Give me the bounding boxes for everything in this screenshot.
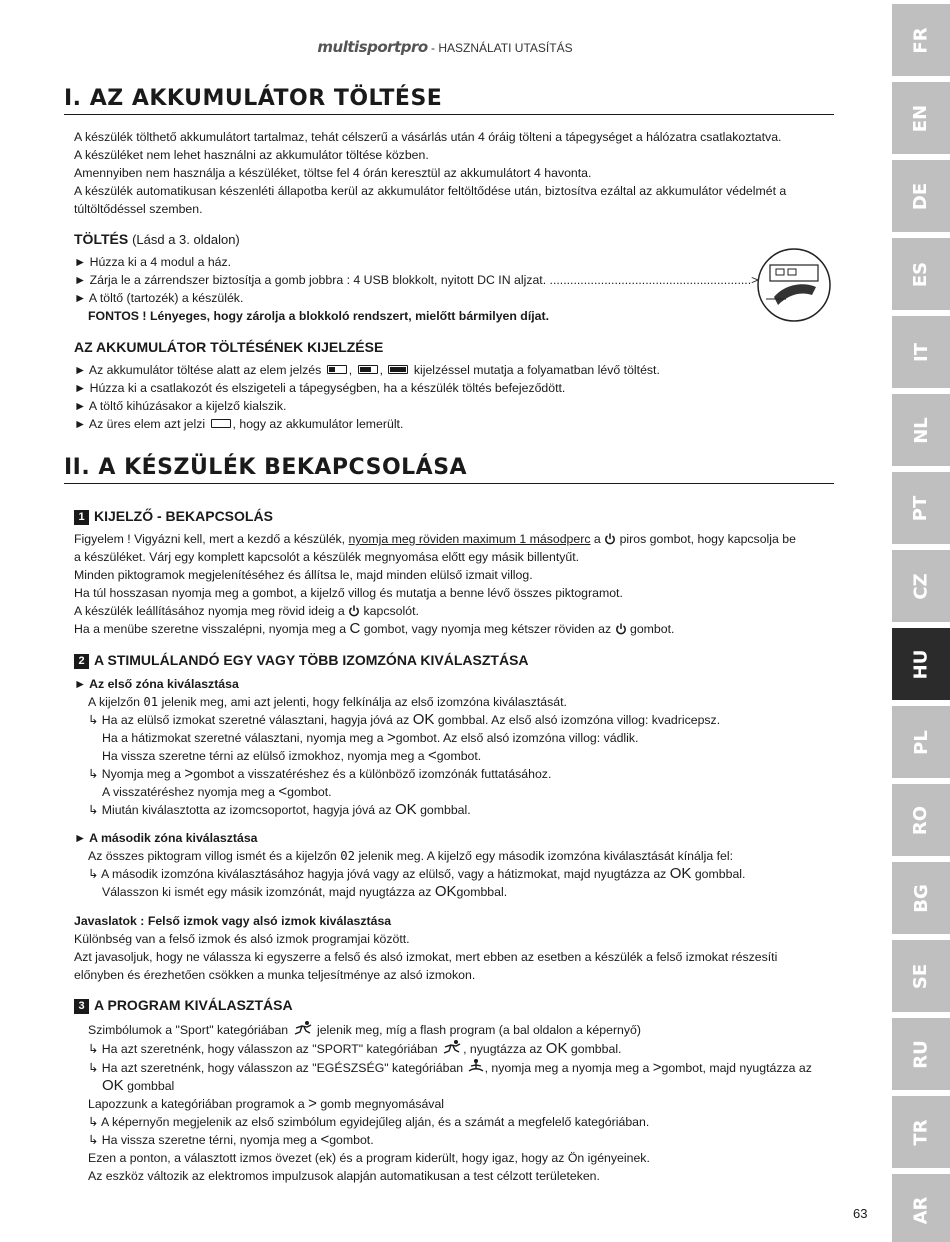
ok-button-symbol: OK bbox=[394, 801, 417, 818]
language-tab-tr[interactable] bbox=[892, 1096, 950, 1168]
subsection-2-second-zone: ► A második zóna kiválasztása Az összes piktogram villog ismét és a kijelzőn 02 jelenik meg. A kijelző egy második izomzóna kiválasztását kínálja fel: ↳ A második izomzóna kiválasztásához hagyja jóvá vagy az elülső, vagy a hátizmokat, majd nyugtázza az OK gombbal. Válasszon ki ismét egy másik izomzónát, majd nyugtázza az OKgombbal. bbox=[74, 831, 746, 900]
language-tab-label: DE bbox=[910, 182, 932, 210]
ok-button-symbol: OK bbox=[434, 883, 457, 900]
subsection-1-body: Figyelem ! Vigyázni kell, mert a kezdő a készülék, nyomja meg röviden maximum 1 másodperc a piros gombot, hogy kapcsolja be a készüléket. Várj egy komplett kapcsolót a készülék megnyomása előtt egy másik billentyűt. Minden piktogramok megjelenítéséhez és állítsa le, majd minden elülső izmait villog. Ha túl hosszasan nyomja meg a gombot, a kijelző villog és mutatja a benne lévő összes piktogramot. A készülék leállításához nyomja meg rövid ideig a kapcsolót. Ha a menübe szeretne visszalépni, nyomja meg a C gombot, vagy nyomja meg kétszer röviden az gombot. bbox=[74, 532, 796, 637]
ok-button-symbol: OK bbox=[412, 711, 435, 728]
charging-step: ► Húzza ki a 4 modul a ház. bbox=[74, 255, 232, 269]
page-header bbox=[0, 38, 890, 56]
language-tab-it[interactable] bbox=[892, 316, 950, 388]
language-tab-bg[interactable] bbox=[892, 862, 950, 934]
display-code: 01 bbox=[143, 695, 159, 709]
subsection-number: 2 bbox=[74, 654, 89, 669]
language-tab-label: IT bbox=[910, 342, 932, 362]
charging-title: TÖLTÉS bbox=[74, 231, 129, 247]
language-tab-label: EN bbox=[910, 104, 932, 132]
indicator-line-3: ► A töltő kihúzásakor a kijelző kialszik. bbox=[74, 399, 287, 413]
language-tab-label: PT bbox=[910, 495, 932, 521]
brand-logo: multisportpro bbox=[317, 38, 428, 56]
subsection-2-tips: Javaslatok : Felső izmok vagy alsó izmok kiválasztása Különbség van a felső izmok és alsó izmok programjai között. Azt javasoljuk, hogy ne válassza ki egyszerre a felső és alsó izmokat, mert ebben az esetben a készülék a felső izmokat részesíti előnyben és érezhetően csökken a munka teljesítménye az alsó izmokon. bbox=[74, 914, 778, 982]
charging-step: ► Zárja le a zárrendszer biztosítja a gomb jobbra : 4 USB blokkolt, nyitott DC IN aljzat. ...........................................................> bbox=[74, 273, 759, 287]
left-button-symbol: < bbox=[428, 747, 437, 764]
intro-line: A készülék tölthető akkumulátort tartalmaz, tehát célszerű a vásárlás után 4 óráig tölteni a tápegységet a hálózatra csatlakoztatva. bbox=[74, 130, 782, 144]
ok-button-symbol: OK bbox=[669, 865, 692, 882]
language-tab-ar[interactable] bbox=[892, 1174, 950, 1242]
page-number: 63 bbox=[853, 1206, 868, 1221]
language-tab-ru[interactable] bbox=[892, 1018, 950, 1090]
subsection-1-heading: 1 KIJELZŐ - BEKAPCSOLÁS bbox=[74, 508, 273, 525]
battery-2-bar-icon bbox=[358, 365, 378, 374]
right-button-symbol: > bbox=[308, 1095, 317, 1112]
battery-3-bar-icon bbox=[388, 365, 408, 374]
subsection-number: 3 bbox=[74, 999, 89, 1014]
language-tab-pl[interactable] bbox=[892, 706, 950, 778]
language-tab-de[interactable] bbox=[892, 160, 950, 232]
power-icon bbox=[348, 605, 360, 617]
section-1-title: I. AZ AKKUMULÁTOR TÖLTÉSE bbox=[64, 86, 834, 115]
intro-line: túltöltődéssel szemben. bbox=[74, 202, 203, 216]
language-tab-label: FR bbox=[910, 26, 932, 54]
display-code: 02 bbox=[340, 849, 356, 863]
language-tab-ro[interactable] bbox=[892, 784, 950, 856]
language-tabs bbox=[892, 0, 950, 1242]
right-button-symbol: > bbox=[652, 1059, 662, 1076]
power-icon bbox=[615, 623, 627, 635]
indicator-heading: AZ AKKUMULÁTOR TÖLTÉSÉNEK KIJELZÉSE bbox=[74, 339, 384, 355]
left-button-symbol: < bbox=[320, 1131, 330, 1148]
indicator-line-2: ► Húzza ki a csatlakozót és elszigeteli a tápegységben, ha a készülék töltés befejeződött. bbox=[74, 381, 566, 395]
health-meditation-icon bbox=[467, 1058, 485, 1074]
subsection-2-heading: 2 A STIMULÁLANDÓ EGY VAGY TÖBB IZOMZÓNA KIVÁLASZTÁSA bbox=[74, 652, 529, 669]
right-button-symbol: > bbox=[387, 729, 396, 746]
language-tab-label: HU bbox=[910, 649, 932, 679]
language-tab-label: TR bbox=[910, 1118, 932, 1146]
language-tab-en[interactable] bbox=[892, 82, 950, 154]
right-button-symbol: > bbox=[184, 765, 194, 782]
section-2-title: II. A KÉSZÜLÉK BEKAPCSOLÁSA bbox=[64, 455, 834, 484]
c-button-symbol: C bbox=[349, 620, 361, 637]
battery-empty-icon bbox=[211, 419, 231, 428]
language-tab-pt[interactable] bbox=[892, 472, 950, 544]
charging-heading bbox=[74, 231, 240, 247]
language-tab-label: CZ bbox=[910, 572, 932, 600]
sport-runner-icon bbox=[441, 1039, 463, 1055]
language-tab-label: PL bbox=[910, 729, 932, 755]
section-1-intro bbox=[74, 128, 834, 218]
language-tab-cz[interactable] bbox=[892, 550, 950, 622]
language-tab-label: SE bbox=[910, 963, 932, 989]
indicator-line-4: ► Az üres elem azt jelzi , hogy az akkumulátor lemerült. bbox=[74, 417, 404, 431]
ok-button-symbol: OK bbox=[545, 1040, 568, 1057]
power-icon bbox=[604, 533, 616, 545]
charger-lock-illustration bbox=[756, 247, 832, 323]
charging-step: ► A töltő (tartozék) a készülék. bbox=[74, 291, 244, 305]
charging-ref: (Lásd a 3. oldalon) bbox=[132, 232, 240, 247]
indicator-line-1: ► Az akkumulátor töltése alatt az elem jelzés , , kijelzéssel mutatja a folyamatban lévő töltést. bbox=[74, 363, 660, 377]
subsection-2-first-zone: ► Az első zóna kiválasztása A kijelzőn 01 jelenik meg, ami azt jelenti, hogy felkínálja az első izomzóna kiválasztását. ↳ Ha az elülső izmokat szeretné választani, hagyja jóvá az OK gombbal. Az első alsó izomzóna villog: kvadricepsz. Ha a hátizmokat szeretné választani, nyomja meg a >gombot. Az első alsó izomzóna villog: vádlik. Ha vissza szeretne térni az elülső izmokhoz, nyomja meg a <gombot. ↳ Nyomja meg a >gombot a visszatéréshez és a különböző izomzónák futtatásához. A visszatéréshez nyomja meg a <gombot. ↳ Miután kiválasztotta az izomcsoportot, hagyja jóvá az OK gombbal. bbox=[74, 677, 721, 818]
language-tab-se[interactable] bbox=[892, 940, 950, 1012]
language-tab-label: RO bbox=[910, 805, 932, 835]
language-tab-fr[interactable] bbox=[892, 4, 950, 76]
sport-runner-icon bbox=[292, 1020, 314, 1036]
battery-1-bar-icon bbox=[327, 365, 347, 374]
language-tab-nl[interactable] bbox=[892, 394, 950, 466]
intro-line: Amennyiben nem használja a készüléket, töltse fel 4 órán keresztül az akkumulátort 4 havonta. bbox=[74, 166, 592, 180]
indicator-list bbox=[74, 361, 834, 433]
language-tab-label: ES bbox=[910, 261, 932, 287]
intro-line: A készüléket nem lehet használni az akkumulátor töltése közben. bbox=[74, 148, 429, 162]
header-title: - HASZNÁLATI UTASÍTÁS bbox=[431, 41, 573, 55]
language-tab-label: RU bbox=[910, 1039, 932, 1069]
subsection-number: 1 bbox=[74, 510, 89, 525]
language-tab-label: AR bbox=[910, 1196, 932, 1224]
language-tab-es[interactable] bbox=[892, 238, 950, 310]
subsection-3-body: Szimbólumok a "Sport" kategóriában jelenik meg, míg a flash program (a bal oldalon a képernyő) ↳ Ha azt szeretnénk, hogy válasszon az "SPORT" kategóriában , nyugtázza az OK gombbal. ↳ Ha azt szeretnénk, hogy válasszon az "EGÉSZSÉG" kategóriában , nyomja meg a nyomja meg a >gombot, majd nyugtázza az OK gombbal Lapozzunk a kategóriában programok a > gomb megnyomásával ↳ A képernyőn megjelenik az első szimbólum egyidejűleg alján, és a számát a megfelelő kategóriában. ↳ Ha vissza szeretne térni, nyomja meg a <gombot. Ezen a ponton, a választott izmos övezet (ek) és a program kiderült, hogy igaz, hogy az Ön igényeinek. Az eszköz változik az elektromos impulzusok alapján automatikusan a test célzott területeken. bbox=[74, 1020, 834, 1185]
ok-button-symbol: OK bbox=[102, 1077, 124, 1094]
charging-steps bbox=[74, 253, 834, 325]
intro-line: A készülék automatikusan készenléti állapotba kerül az akkumulátor feltöltődése után, biztosítva ezáltal az akkumulátor védelmét a bbox=[74, 184, 787, 198]
left-button-symbol: < bbox=[278, 783, 288, 800]
language-tab-label: NL bbox=[910, 416, 932, 444]
subsection-3-heading: 3 A PROGRAM KIVÁLASZTÁSA bbox=[74, 997, 293, 1014]
language-tab-hu[interactable] bbox=[892, 628, 950, 700]
important-note: FONTOS ! Lényeges, hogy zárolja a blokkoló rendszert, mielőtt bármilyen díjat. bbox=[88, 309, 550, 323]
language-tab-label: BG bbox=[910, 883, 932, 913]
